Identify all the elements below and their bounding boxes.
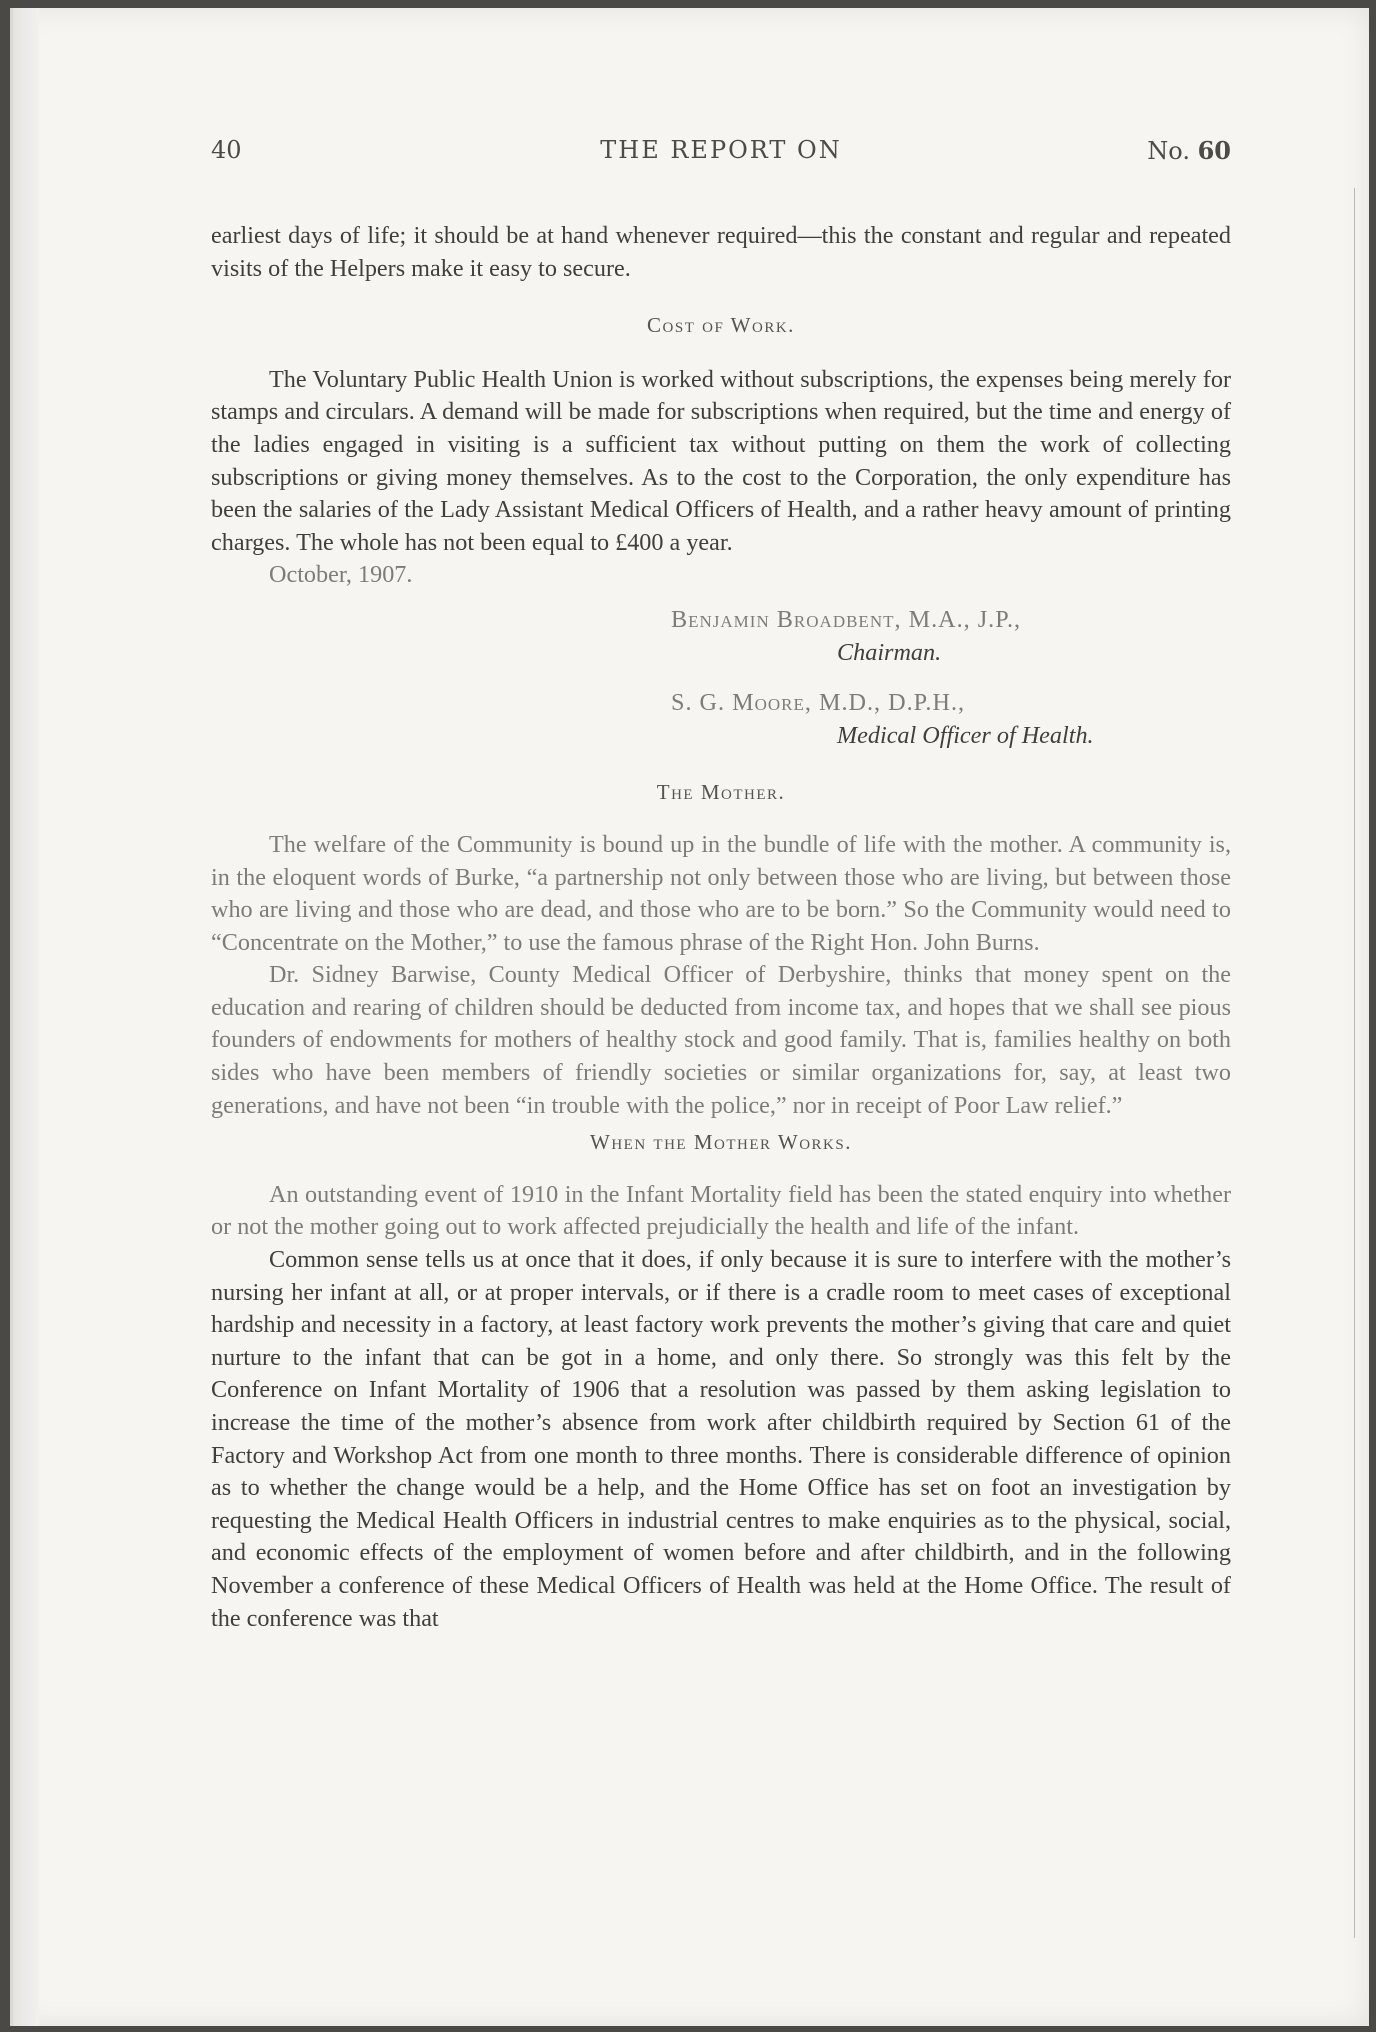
- number-value: 60: [1197, 136, 1231, 165]
- page-number: 40: [211, 136, 242, 164]
- signature-name: S. G. Moore, M.D., D.P.H.,: [671, 689, 966, 717]
- page-edge-line: [1354, 188, 1361, 1938]
- running-title: THE REPORT ON: [600, 136, 842, 164]
- paragraph-cost: The Voluntary Public Health Union is worked without subscriptions, the expenses being merely for stamps and circulars. A demand will be made for subscriptions when required, but the time and energy of the ladies engaged in visiting is a sufficient tax without putting on them the work of collecting subscriptions or giving money themselves. As to the cost to the Corporation, the only expenditure has been the salaries of the Lady Assistant Medical Officers of Health, and a rather heavy amount of printing charges. The whole has not been equal to £400 a year.: [211, 365, 1231, 556]
- signature-medical-officer: [211, 687, 1231, 752]
- heading-when-the-mother-works: When the Mother Works.: [590, 1130, 852, 1155]
- heading-the-mother: The Mother.: [656, 780, 786, 805]
- running-header: [211, 136, 1231, 176]
- number-prefix: No.: [1147, 137, 1190, 165]
- book-page: [10, 8, 1369, 2026]
- signature-role: Chairman.: [837, 638, 942, 666]
- signature-name: Benjamin Broadbent, M.A., J.P.,: [671, 605, 1022, 633]
- page-body: [211, 220, 1231, 1635]
- paragraph-mother: The welfare of the Community is bound up in the bundle of life with the mother. A community is, in the eloquent words of Burke, “a partnership not only between those who are living, but between those who are living and those who are dead, and those who are to be born.” So the Community would need to “Concentrate on the Mother,” to use the famous phrase of the Right Hon. John Burns.: [211, 830, 1231, 956]
- paragraph-barwise: Dr. Sidney Barwise, County Medical Officer of Derbyshire, thinks that money spent on the education and rearing of children should be deducted from income tax, and hopes that we shall see pious founders of endowments for mothers of healthy stock and good family. That is, families healthy on both sides who have been members of friendly societies or similar organizations for, say, at least two generations, and have not been “in trouble with the police,” nor in receipt of Poor Law relief.”: [211, 961, 1231, 1119]
- report-number: [1147, 136, 1231, 165]
- date-line: October, 1907.: [269, 561, 413, 589]
- paragraph-common-sense: Common sense tells us at once that it does, if only because it is sure to interfere with the mother’s nursing her infant at all, or at proper intervals, or if there is a cradle room to meet cases of exceptional hardship and necessity in a factory, at least factory work prevents the mother’s giving that care and quiet nurture to the infant that can be got in a home, and only there. So strongly was this felt by the Conference on Infant Mortality of 1906 that a resolution was passed by them asking legislation to increase the time of the mother’s absence from work after childbirth required by Section 61 of the Factory and Workshop Act from one month to three months. There is considerable difference of opinion as to whether the change would be a help, and the Home Office has set on foot an investigation by requesting the Medical Health Officers in industrial centres to make enquiries as to the physical, social, and economic effects of the employment of women before and after childbirth, and in the following November a conference of these Medical Officers of Health was held at the Home Office. The result of the conference was that: [211, 1246, 1231, 1632]
- paragraph-continued: earliest days of life; it should be at hand whenever required—this the constant and regular and repeated visits of the Helpers make it easy to secure.: [211, 222, 1231, 282]
- heading-cost-of-work: Cost of Work.: [647, 313, 795, 338]
- paragraph-outstanding-event: An outstanding event of 1910 in the Infant Mortality field has been the stated enquiry into whether or not the mother going out to work affected prejudicially the health and life of the infant.: [211, 1180, 1231, 1241]
- signature-chairman: [211, 604, 1231, 669]
- binding-edge: [13, 8, 39, 2026]
- signature-role: Medical Officer of Health.: [837, 721, 1094, 749]
